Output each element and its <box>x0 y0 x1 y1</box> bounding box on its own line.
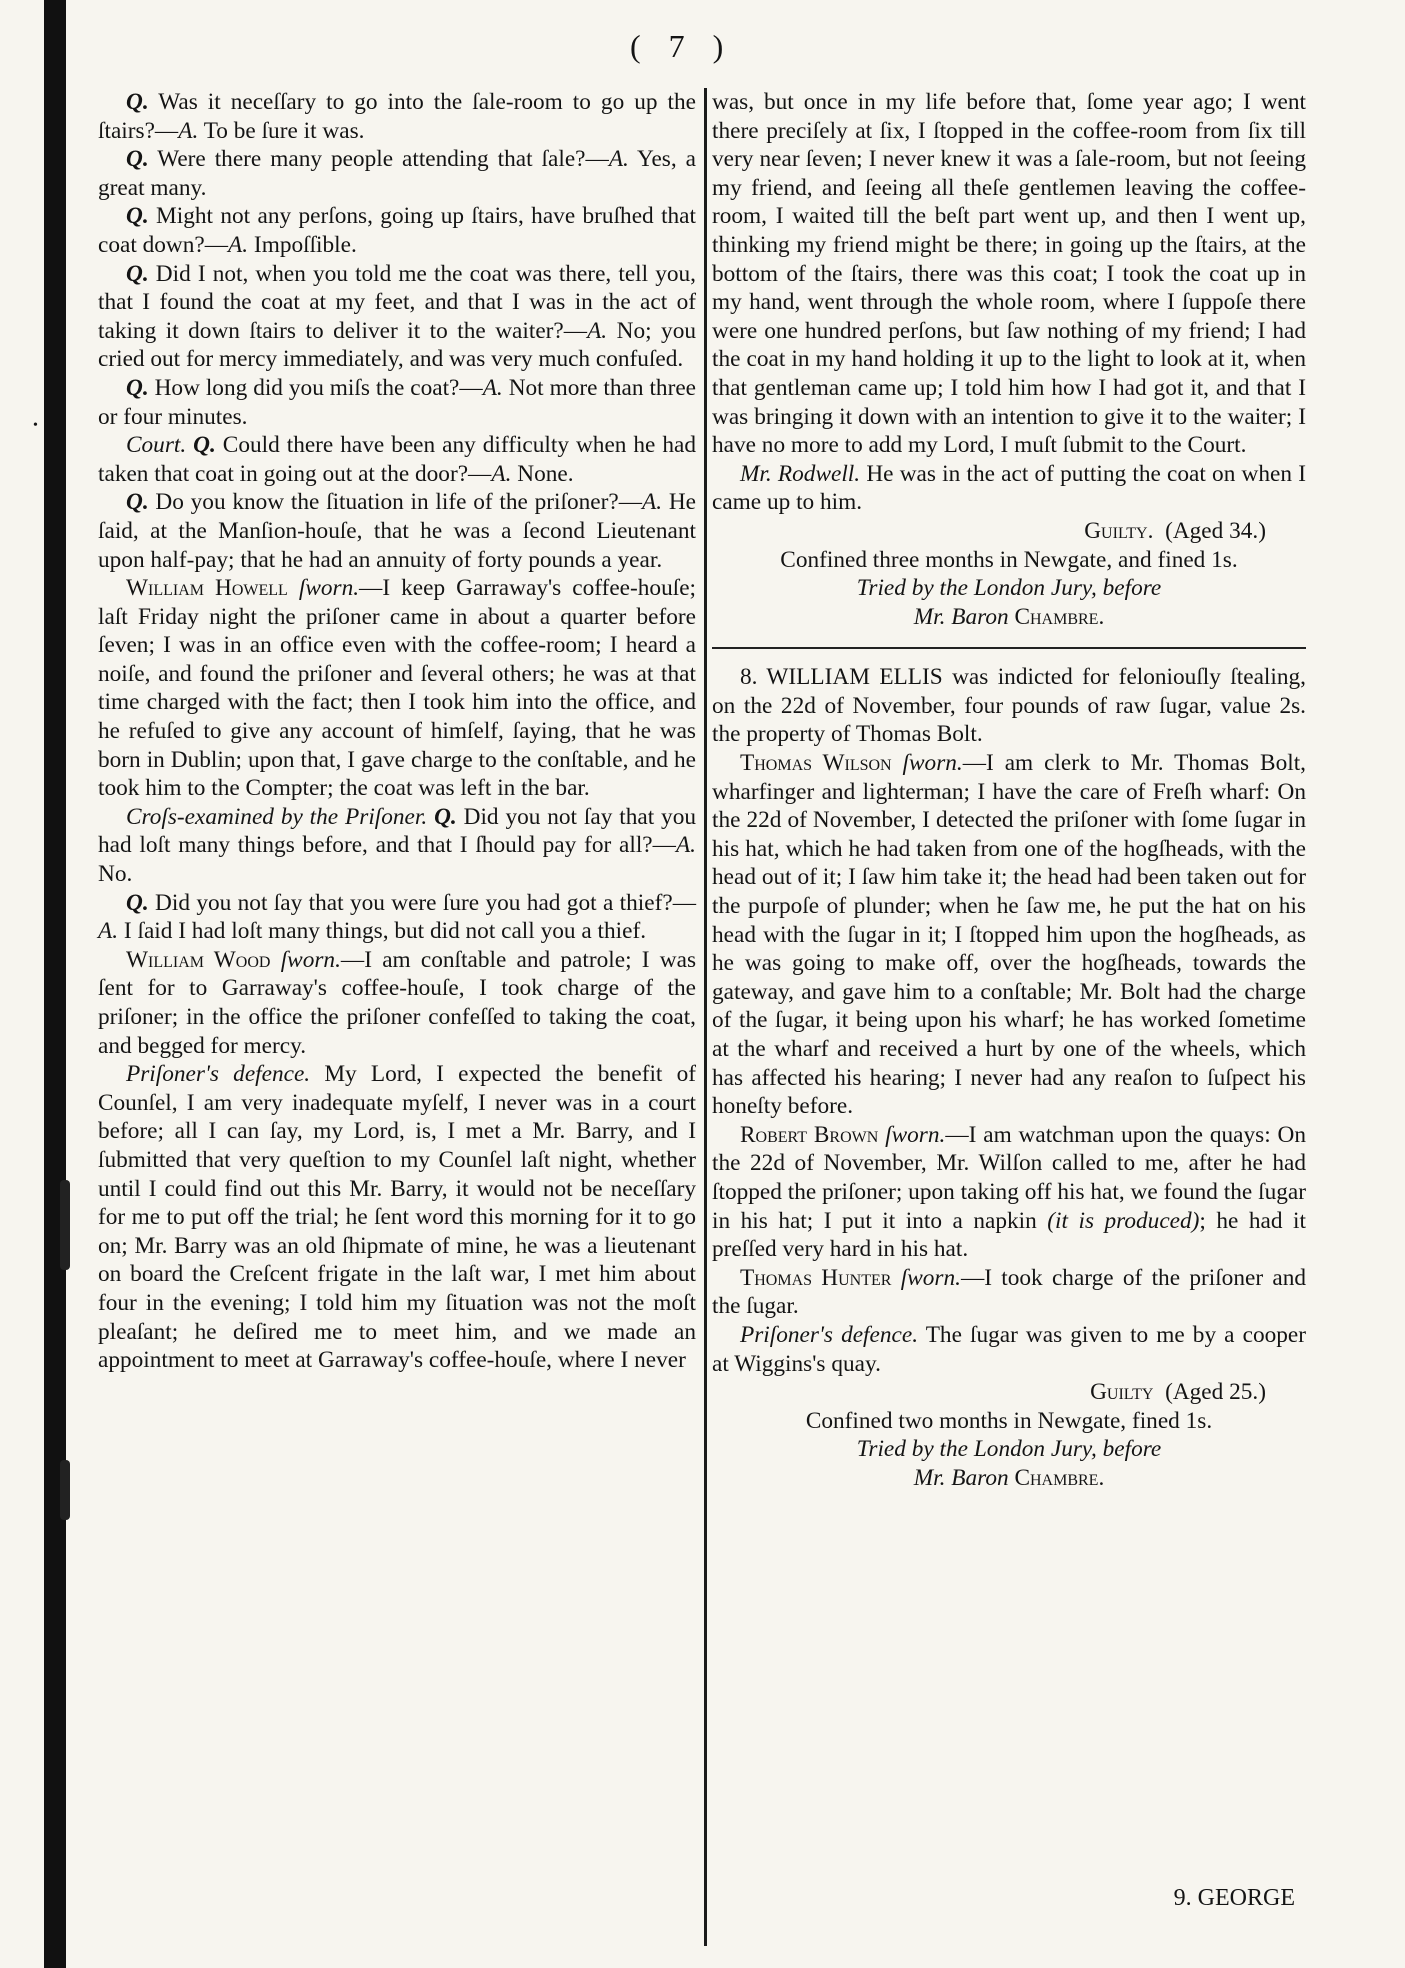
question-mark: Q. <box>126 146 149 173</box>
question-mark: Q. <box>126 889 149 916</box>
margin-mark: • <box>33 418 38 433</box>
qa-paragraph: Q. Did you not ſay that you were ſure you had got a thief?—A. I ſaid I had loſt many things, but did not call you a thief. <box>98 889 696 945</box>
case-8-indictment: 8. WILLIAM ELLIS was indicted for feloniouſly ſtealing, on the 22d of November, four pounds of raw ſugar, value 2s. the property of Thomas Bolt. <box>712 664 1306 748</box>
hunter-testimony: Thomas Hunter ſworn.—I took charge of the priſoner and the ſugar. <box>712 1264 1306 1320</box>
brown-testimony: Robert Brown ſworn.—I am watchman upon the quays: On the 22d of November, Mr. Wilſon called to me, after he had ſtopped the priſoner; upon taking off his hat, we found the ſugar in his hat; I put it into a napkin (it is produced); he had it preſſed very hard in his hat. <box>712 1121 1306 1263</box>
case-separator <box>712 647 1306 649</box>
witness-name: Thomas Wilson <box>740 750 892 777</box>
qa-paragraph: Q. Were there many people attending that ſale?—A. Yes, a great many. <box>98 146 696 201</box>
binding-shadow <box>44 0 66 1968</box>
column-rule <box>704 88 707 1946</box>
age: (Aged 25.) <box>1165 1379 1266 1406</box>
wilson-testimony: Thomas Wilson ſworn.—I am clerk to Mr. Thomas Bolt, wharfinger and lighterman; I have the care of Freſh wharf: On the 22d of November, I detected the priſoner with ſome ſugar in his hat, which he had taken from one of the hogſheads, with the head out of it; I ſaw him take it; the head had been taken out for the purpoſe of plunder; when he ſaw me, he put the hat on his head with the ſugar in it; I ſtopped him upon the hogſheads, as he was going to make off, over the hogſheads, towards the gateway, and gave him to a conſtable; Mr. Bolt had the charge of the ſugar, it being upon his wharf; he has worked ſometime at the wharf and received a hurt by one of the wheels, which has affected his hearing; I never had any reaſon to ſuſpect his honeſty before. <box>712 750 1306 1120</box>
answer-mark: A. <box>642 489 663 516</box>
question-mark: Q. <box>126 89 149 115</box>
tried-line: Tried by the London Jury, before <box>856 1436 1162 1463</box>
right-column <box>712 88 1306 1493</box>
verdict-line <box>712 517 1306 546</box>
answer-mark: A. <box>98 918 119 945</box>
answer-mark: A. <box>587 317 608 344</box>
question-mark: Q. <box>434 803 457 830</box>
question-mark: Q. <box>126 489 149 516</box>
judge-line: Mr. Baron Chambre. <box>913 1464 1105 1491</box>
qa-paragraph: Q. Was it neceſſary to go into the ſale-room to go up the ſtairs?—A. To be ſure it was. <box>98 89 696 144</box>
qa-paragraph: Q. Did I not, when you told me the coat was there, tell you, that I found the coat at my feet, and that I was in the act of taking it down ſtairs to deliver it to the waiter?—A. No; you cried out for mercy immediately, and was very much confuſed. <box>98 260 697 373</box>
defence-continuation: was, but once in my life before that, ſome year ago; I went there preciſely at ſix, I ſtopped in the coffee-room from ſix till very near ſeven; I never knew it was a ſale-room, but not ſeeing my friend, and ſeeing all theſe gentlemen leaving the coffee-room, I waited till the beſt part went up, and then I went up, thinking my friend might be there; in going up the ſtairs, at the bottom of the ſtairs, there was this coat; I took the coat up in my hand, went through the whole room, where I ſuppoſe there were one hundred perſons, but ſaw nothing of my friend; I had the coat in my hand holding it up to the light to look at it, when that gentleman came up; I told him how I had got it, and that I was bringing it down with an intention to give it to the waiter; I have no more to add my Lord, I muſt ſubmit to the Court. <box>712 89 1306 459</box>
witness-testimony: William Howell ſworn.—I keep Garraway's coffee-houſe; laſt Friday night the priſoner came in about a quarter before ſeven; I was in an office even with the coffee-room; I heard a noiſe, and found the priſoner and ſeveral others; he was at that time charged with the fact; then I took him into the office, and he refuſed to give any account of himſelf, ſaying, that he was born in Dublin; upon that, I gave charge to the conſtable, and he took him to the Compter; the coat was left in the bar. <box>98 575 697 802</box>
witness-name: William Wood <box>126 946 271 973</box>
left-column <box>98 88 696 1375</box>
sentence-line: Confined two months in Newgate, fined 1s. <box>805 1407 1213 1434</box>
qa-paragraph: Q. How long did you miſs the coat?—A. Not more than three or four minutes. <box>98 374 697 430</box>
ink-smudge <box>60 1460 70 1520</box>
qa-paragraph: Croſs-examined by the Priſoner. Q. Did you not ſay that you had loſt many things before, and that I ſhould pay for all?—A. No. <box>98 803 696 888</box>
answer-mark: A. <box>178 117 199 144</box>
witness-name: Thomas Hunter <box>740 1264 892 1291</box>
sentence-line: Confined three months in Newgate, and fined 1s. <box>780 546 1238 573</box>
answer-mark: A. <box>608 146 629 173</box>
ink-smudge <box>60 1180 70 1270</box>
qa-paragraph: Priſoner's defence. My Lord, I expected the benefit of Counſel, I am very inadequate myſelf, I never was in a court before; all I can ſay, my Lord, is, I met a Mr. Barry, and I ſubmitted that very queſtion to my Counſel laſt night, whether until I could find out this Mr. Barry, it would not be neceſſary for me to put off the trial; he ſent word this morning for it to go on; Mr. Barry was an old ſhipmate of mine, he was a lieutenant on board the Creſcent frigate in the laſt war, I met him about four in the evening; I told him my ſituation was not the moſt pleaſant; he deſired me to meet him, and we made an appointment to meet at Garraway's coffee-houſe, where I never <box>98 1061 696 1374</box>
qa-paragraph: Q. Do you know the ſituation in life of the priſoner?—A. He ſaid, at the Manſion-houſe, that he was a ſecond Lieutenant upon half-pay; that he had an annuity of forty pounds a year. <box>98 489 696 573</box>
rodwell-statement: Mr. Rodwell. He was in the act of putting the coat on when I came up to him. <box>712 460 1306 516</box>
question-mark: Q. <box>126 374 149 401</box>
speaker-label: Mr. Rodwell. <box>740 460 861 487</box>
question-mark: Q. <box>193 432 216 459</box>
tried-line: Tried by the London Jury, before <box>856 575 1162 602</box>
witness-name: William Howell <box>126 575 288 602</box>
question-mark: Q. <box>126 203 149 230</box>
speaker-label: Croſs-examined by the Priſoner. <box>126 803 428 830</box>
page-number: ( 7 ) <box>630 28 734 64</box>
verdict: Guilty <box>1090 1379 1154 1406</box>
answer-mark: A. <box>228 231 249 258</box>
qa-paragraph: Court. Q. Could there have been any difficulty when he had taken that coat in going out at the door?—A. None. <box>98 432 696 487</box>
answer-mark: A. <box>482 374 503 401</box>
answer-mark: A. <box>491 460 512 487</box>
speaker-label: Priſoner's defence. <box>126 1061 311 1088</box>
age: (Aged 34.) <box>1165 517 1266 544</box>
verdict-line <box>712 1378 1306 1407</box>
qa-paragraph: Q. Might not any perſons, going up ſtairs, have bruſhed that coat down?—A. Impoſſible. <box>98 203 696 258</box>
question-mark: Q. <box>126 260 149 287</box>
prisoner-defence: Priſoner's defence. The ſugar was given to me by a cooper at Wiggins's quay. <box>712 1321 1306 1377</box>
witness-name: Robert Brown <box>740 1121 879 1148</box>
witness-testimony: William Wood ſworn.—I am conſtable and patrole; I was ſent for to Garraway's coffee-houſe, I took charge of the priſoner; in the office the priſoner confeſſed to taking the coat, and begged for mercy. <box>98 946 697 1059</box>
answer-mark: A. <box>675 832 696 859</box>
verdict: Guilty. <box>1084 517 1154 544</box>
judge-line: Mr. Baron Chambre. <box>913 603 1105 630</box>
catchword: 9. GEORGE <box>1173 1885 1295 1911</box>
speaker-label: Court. <box>126 432 187 459</box>
